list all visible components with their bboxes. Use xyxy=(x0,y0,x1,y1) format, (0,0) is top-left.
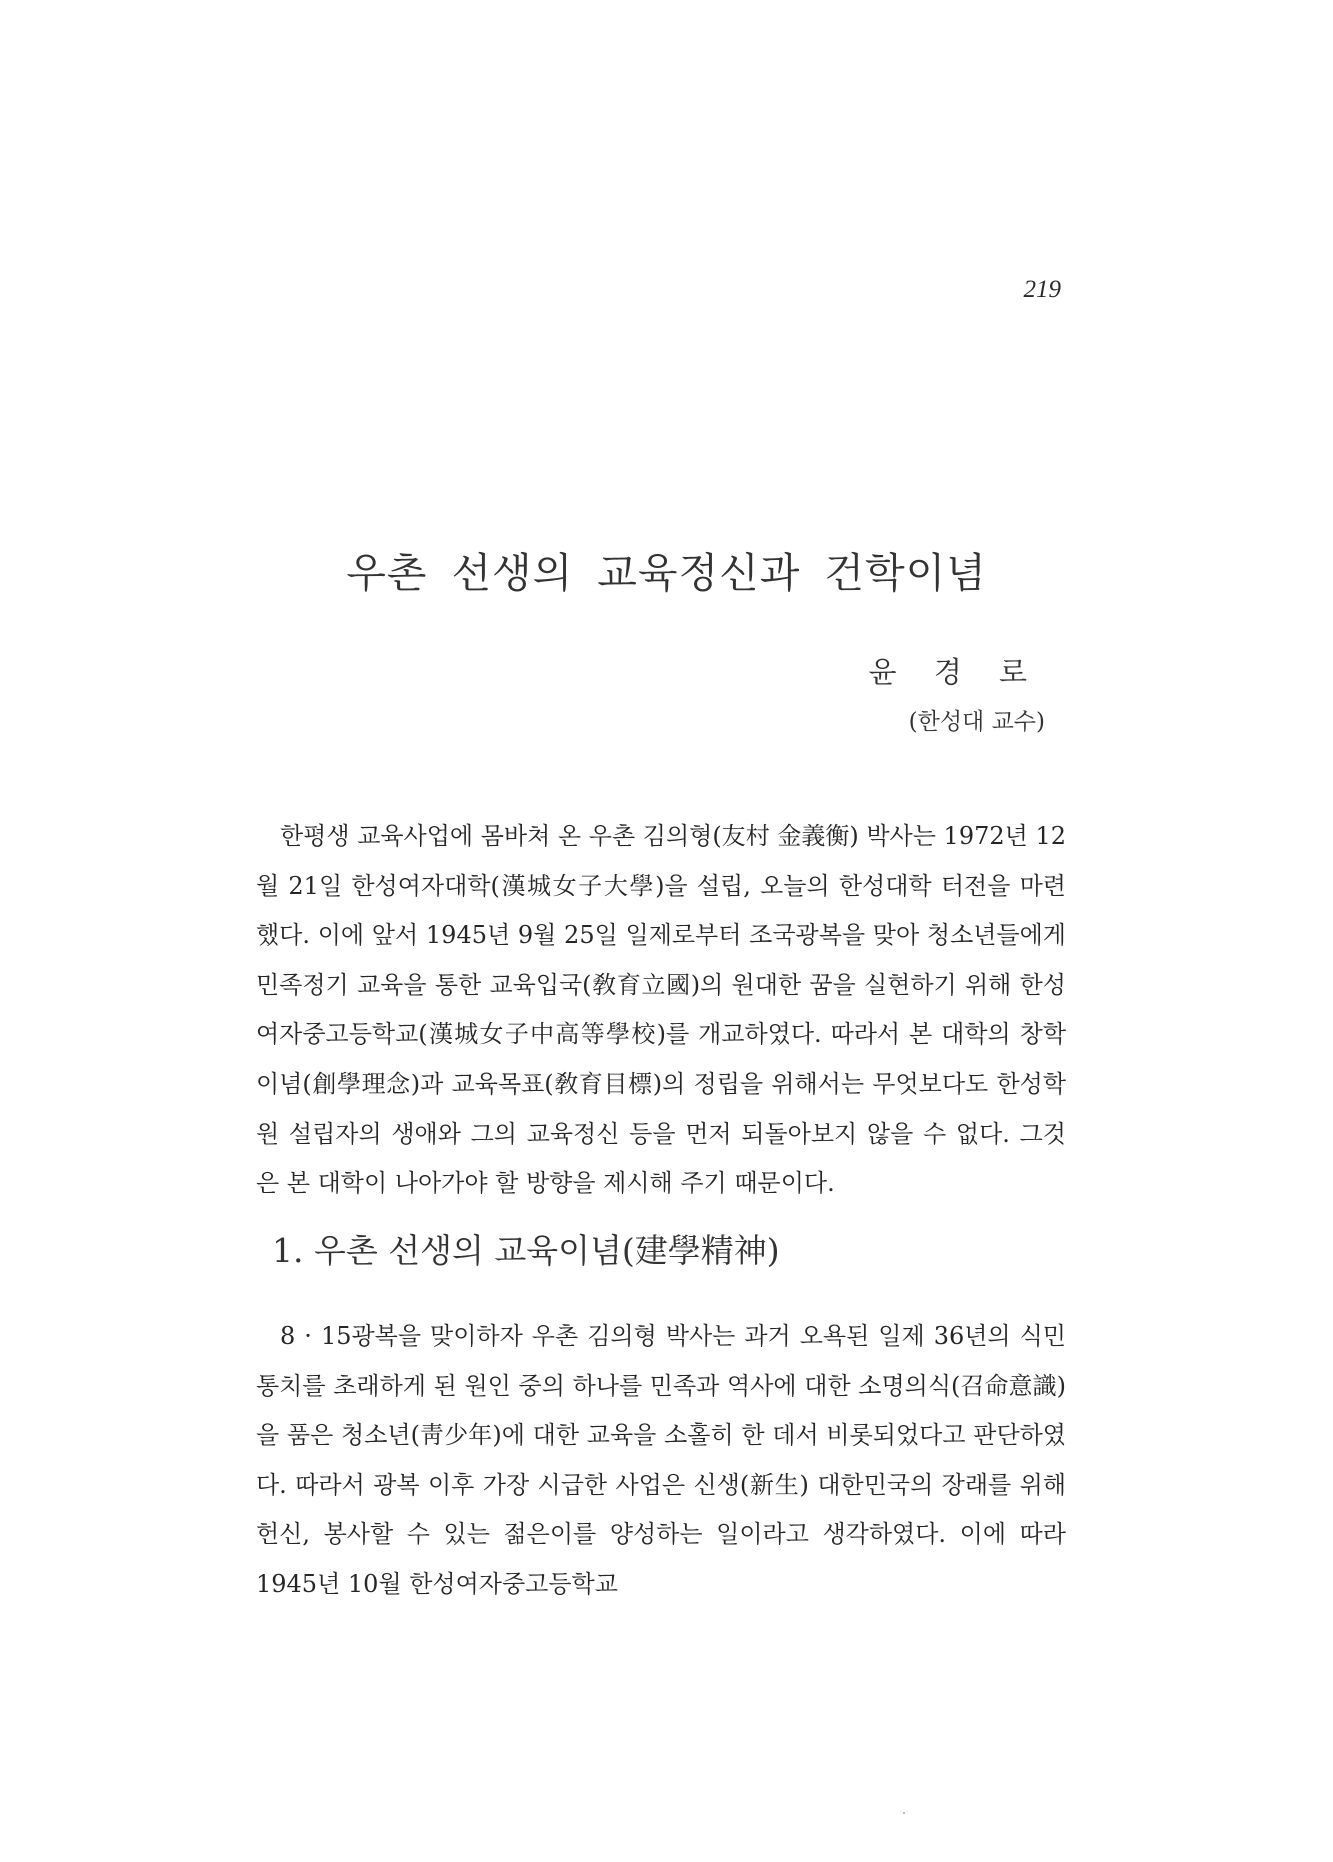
author-name: 윤 경 로 xyxy=(868,655,1041,689)
intro-paragraph: 한평생 교육사업에 몸바쳐 온 우촌 김의형(友村 金義衡) 박사는 1972년 12월 21일 한성여자대학(漢城女子大學)을 설립, 오늘의 한성대학 터전을 마련했다. 이에 앞서 1945년 9월 25일 일제로부터 조국광복을 맞아 청소년들에게 민족정기 교육을 통한 교육입국(敎育立國)의 원대한 꿈을 실현하기 위해 한성여자중고등학교(漢城女子中高等學校)를 개교하였다. 따라서 본 대학의 창학이념(創學理念)과 교육목표(敎育目標)의 정립을 위해서는 무엇보다도 한성학원 설립자의 생애와 그의 교육정신 등을 먼저 되돌아보지 않을 수 없다. 그것은 본 대학이 나아가야 할 방향을 제시해 주기 때문이다. xyxy=(256,822,1066,1198)
section-heading: 1. 우촌 선생의 교육이념(建學精神) xyxy=(272,1231,780,1270)
scan-speck xyxy=(903,1812,905,1814)
page-number: 219 xyxy=(1023,276,1061,303)
article-title: 우촌 선생의 교육정신과 건학이념 xyxy=(346,549,987,597)
author-affiliation: (한성대 교수) xyxy=(908,709,1045,735)
section-paragraph: 8 · 15광복을 맞이하자 우촌 김의형 박사는 과거 오욕된 일제 36년의 식민통치를 초래하게 된 원인 중의 하나를 민족과 역사에 대한 소명의식(召命意識)을 품은 청소년(靑少年)에 대한 교육을 소홀히 한 데서 비롯되었다고 판단하였다. 따라서 광복 이후 가장 시급한 사업은 신생(新生) 대한민국의 장래를 위해 헌신, 봉사할 수 있는 젊은이를 양성하는 일이라고 생각하였다. 이에 따라 1945년 10월 한성여자중고등학교 xyxy=(256,1322,1066,1598)
